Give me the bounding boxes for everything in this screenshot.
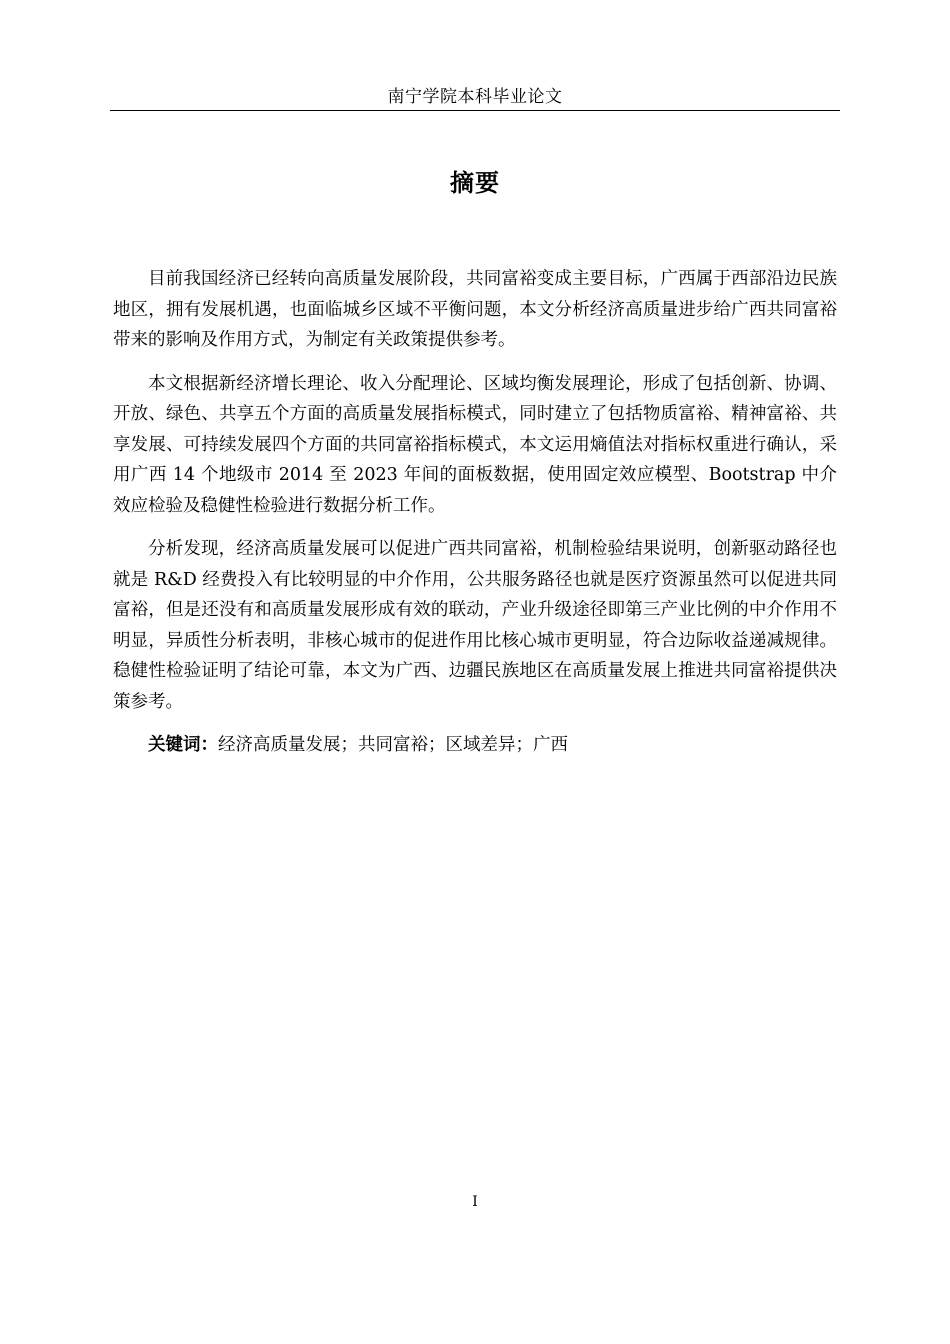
keywords-label: 关键词： [148,735,218,755]
abstract-paragraph-2: 本文根据新经济增长理论、收入分配理论、区域均衡发展理论，形成了包括创新、协调、开放、绿色、共享五个方面的高质量发展指标模式，同时建立了包括物质富裕、精神富裕、共享发展、可持续发展四个方面的共同富裕指标模式，本文运用熵值法对指标权重进行确认，采用广西 14 个地级市 2014 至 2023 年间的面板数据，使用固定效应模型、Bootstrap 中介效应检验及稳健性检验进行数据分析工作。 [113,373,837,516]
abstract-paragraph-1: 目前我国经济已经转向高质量发展阶段，共同富裕变成主要目标，广西属于西部沿边民族地区，拥有发展机遇，也面临城乡区域不平衡问题，本文分析经济高质量进步给广西共同富裕带来的影响及作用方式，为制定有关政策提供参考。 [113,269,837,350]
abstract-body [113,264,837,761]
page-number: I [472,1194,478,1210]
header-rule [110,110,840,111]
abstract-paragraph-3: 分析发现，经济高质量发展可以促进广西共同富裕，机制检验结果说明，创新驱动路径也就是 R&D 经费投入有比较明显的中介作用，公共服务路径也就是医疗资源虽然可以促进共同富裕，但是还没有和高质量发展形成有效的联动，产业升级途径即第三产业比例的中介作用不明显，异质性分析表明，非核心城市的促进作用比核心城市更明显，符合边际收益递减规律。稳健性检验证明了结论可靠，本文为广西、边疆民族地区在高质量发展上推进共同富裕提供决策参考。 [113,539,837,712]
abstract-title: 摘要 [450,169,500,197]
running-header: 南宁学院本科毕业论文 [387,87,563,107]
keywords-text: 经济高质量发展；共同富裕；区域差异；广西 [218,735,568,755]
keywords-line [113,730,837,761]
